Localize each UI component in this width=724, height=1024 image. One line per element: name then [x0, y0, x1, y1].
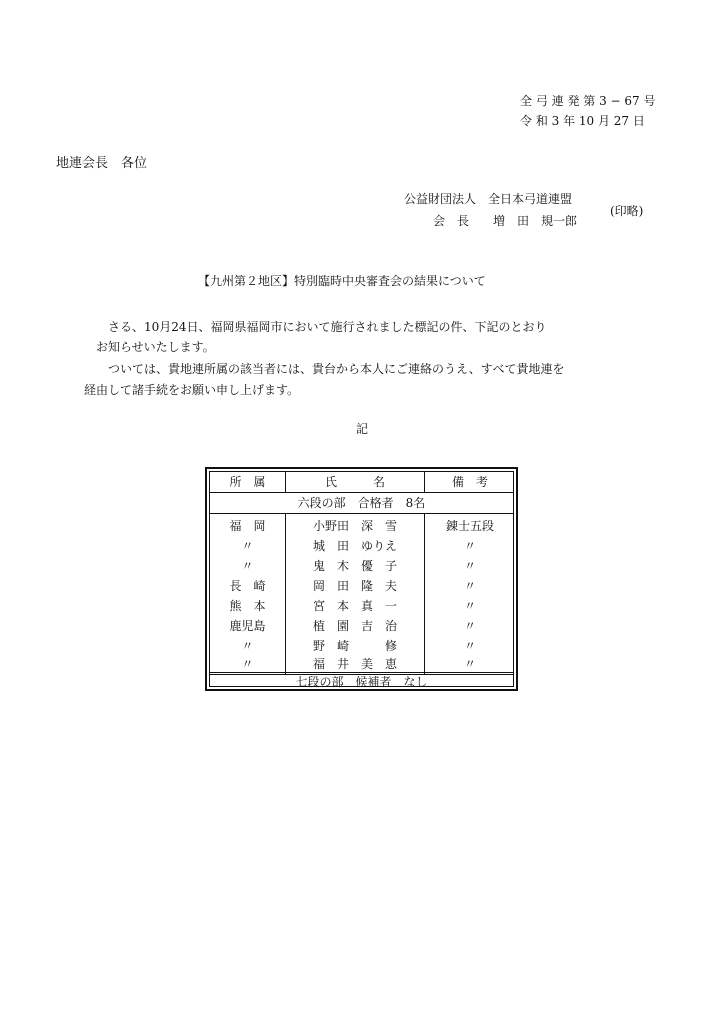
body-line-1: さる、10月24日、福岡県福岡市において施行されました標記の件、下記のとおり	[96, 320, 547, 334]
header-affiliation: 所 属	[229, 475, 266, 489]
row-note: 〃	[463, 599, 476, 613]
row-name: 城 田 ゆりえ	[312, 539, 397, 553]
addressee: 地連会長 各位	[56, 156, 148, 171]
row-note: 〃	[463, 579, 476, 593]
body-line-2: お知らせいたします。	[96, 340, 215, 354]
section-7dan: 七段の部 候補者 なし	[295, 675, 428, 689]
row-name: 宮 本 真 一	[312, 599, 397, 613]
row-note: 〃	[463, 559, 476, 573]
row-affiliation: 〃	[241, 539, 254, 553]
row-name: 鬼 木 優 子	[312, 559, 397, 573]
row-divider	[210, 513, 513, 514]
sender-organization: 公益財団法人 全日本弓道連盟	[404, 192, 573, 206]
section-6dan: 六段の部 合格者 8名	[297, 496, 426, 510]
subject-title: 【九州第２地区】特別臨時中央審査会の結果について	[198, 274, 486, 288]
row-note: 錬士五段	[445, 519, 494, 533]
row-note: 〃	[463, 639, 476, 653]
row-affiliation: 福 岡	[229, 519, 266, 533]
header-remarks: 備 考	[451, 475, 488, 489]
header-name: 氏 名	[324, 475, 385, 489]
row-affiliation: 〃	[241, 639, 254, 653]
row-name: 福 井 美 恵	[312, 657, 397, 671]
seal-omitted-note: (印略)	[610, 204, 644, 218]
document-date: 令 和 3 年 10 月 27 日	[520, 114, 645, 128]
row-affiliation: 鹿児島	[229, 619, 266, 633]
row-name: 小野田 深 雪	[312, 519, 397, 533]
results-table-inner	[209, 471, 514, 687]
row-name: 岡 田 隆 夫	[312, 579, 397, 593]
row-name: 植 園 吉 治	[312, 619, 397, 633]
row-divider	[210, 492, 513, 493]
row-name: 野 崎 修	[312, 639, 397, 653]
ki-marker: 記	[356, 422, 369, 436]
body-line-4: 経由して諸手続をお願い申し上げます。	[84, 383, 300, 397]
row-affiliation: 熊 本	[229, 599, 266, 613]
row-affiliation: 〃	[241, 657, 254, 671]
row-affiliation: 長 崎	[229, 579, 266, 593]
row-affiliation: 〃	[241, 559, 254, 573]
row-note: 〃	[463, 657, 476, 671]
sender-title-name: 会 長 増 田 規一郎	[433, 214, 578, 228]
row-note: 〃	[463, 539, 476, 553]
row-note: 〃	[463, 619, 476, 633]
body-line-3: ついては、貴地連所属の該当者には、貴台から本人にご連絡のうえ、すべて貴地連を	[96, 362, 565, 376]
document-number: 全 弓 連 発 第 3 − 67 号	[520, 94, 656, 108]
results-table	[205, 467, 518, 691]
